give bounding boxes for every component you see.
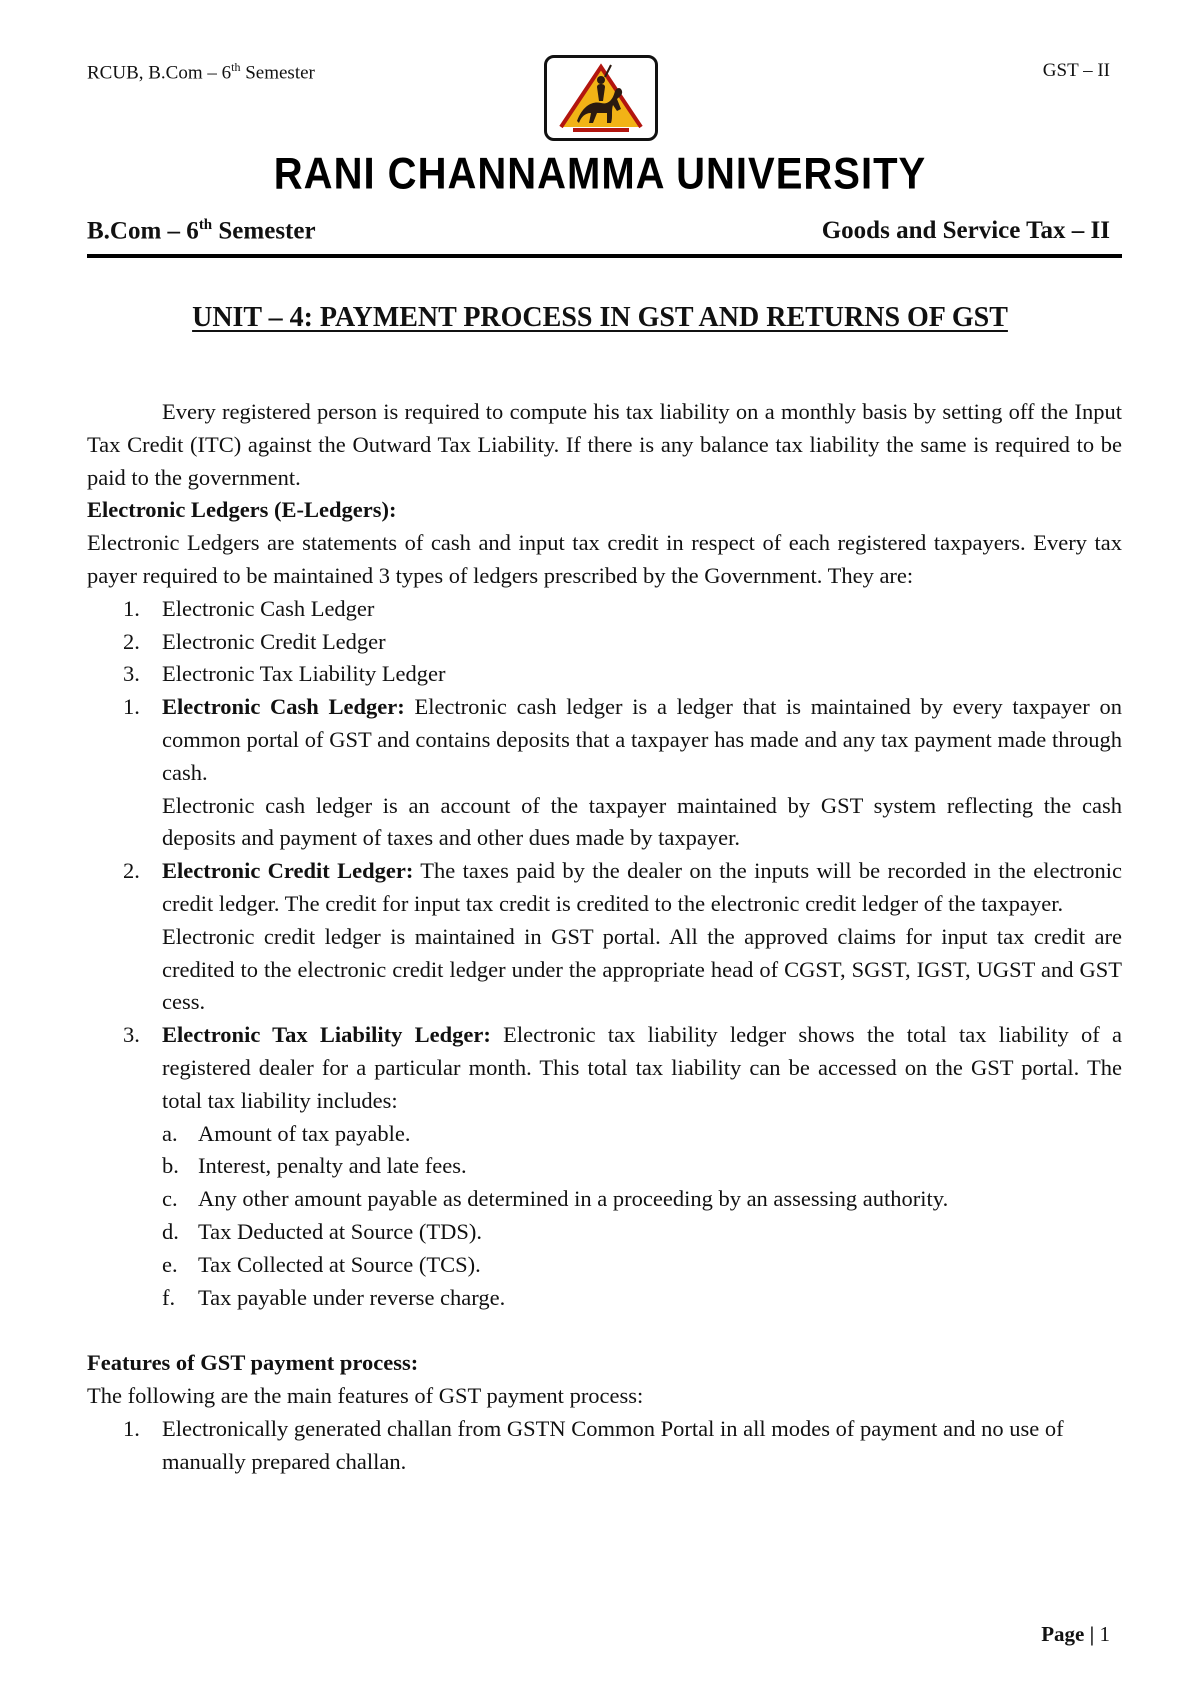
unit-title: UNIT – 4: PAYMENT PROCESS IN GST AND RETURNS OF GST xyxy=(192,302,1008,333)
university-logo xyxy=(544,55,658,141)
eledger-heading: Electronic Ledgers (E-Ledgers): xyxy=(87,497,397,523)
cash-ledger-item: 1. Electronic Cash Ledger: Electronic cash ledger is a ledger that is maintained by every taxpayer on common portal of GST and contains deposits that a taxpayer has made and any tax payment made through cash. Electronic cash ledger is an account of the taxpayer maintained by GST system reflecting the cash deposits and payment of taxes and other dues made by taxpayer. xyxy=(87,691,1122,855)
credit-ledger-extra: Electronic credit ledger is maintained in GST portal. All the approved claims for input tax credit are credited to the electronic credit ledger under the appropriate head of CGST, SGST, IGST, UGST and GST cess. xyxy=(162,923,1122,1015)
list-item: f. Tax payable under reverse charge. xyxy=(162,1284,506,1310)
header-divider xyxy=(87,254,1122,258)
ledger-details-list xyxy=(87,691,1122,1314)
page-footer: Page | 1 xyxy=(1041,1622,1110,1646)
university-name: RANI CHANNAMMA UNIVERSITY xyxy=(273,149,927,199)
features-heading: Features of GST payment process: xyxy=(87,1350,419,1376)
list-item: 3. Electronic Tax Liability Ledger xyxy=(123,661,446,687)
list-item: a. Amount of tax payable. xyxy=(162,1120,411,1146)
list-item: c. Any other amount payable as determined in a proceeding by an assessing authority. xyxy=(162,1186,949,1212)
list-item: d. Tax Deducted at Source (TDS). xyxy=(162,1218,482,1244)
eledger-paragraph: Electronic Ledgers are statements of cash and input tax credit in respect of each registered taxpayers. Every tax payer required to be maintained 3 types of ledgers prescribed by the Government. They are: xyxy=(87,530,1122,588)
course-subject: Goods and Service Tax – II xyxy=(821,217,1110,244)
list-item: 1. Electronically generated challan from GSTN Common Portal in all modes of payment and no use of manually prepared challan. xyxy=(123,1415,1064,1474)
features-list xyxy=(87,1413,1122,1479)
spacer xyxy=(87,1314,1122,1347)
course-semester: B.Com – 6th Semester xyxy=(87,217,316,245)
list-item: e. Tax Collected at Source (TCS). xyxy=(162,1251,481,1277)
list-item: 1. Electronic Cash Ledger xyxy=(123,595,375,621)
intro-paragraph: Every registered person is required to compute his tax liability on a monthly basis by setting off the Input Tax Credit (ITC) against the Outward Tax Liability. If there is any balance tax liability the same is required to be paid to the government. xyxy=(87,399,1122,490)
document-body xyxy=(87,396,1122,1479)
running-header-left: RCUB, B.Com – 6th Semester xyxy=(87,60,315,84)
running-header-right: GST – II xyxy=(1042,60,1110,81)
liability-ledger-item: 3. Electronic Tax Liability Ledger: Electronic tax liability ledger shows the total tax liability of a registered dealer for a particular month. This total tax liability can be accessed on the GST portal. The total tax liability includes: a. Amount of tax payable. b. Interest, penalty and late fees. c. Any other amount payable as determined in a proceeding by an assessing authority. d. Tax Deducted at Source (TDS). e. Tax Collected at Source (TCS). f. Tax payable under reverse charge. xyxy=(87,1019,1122,1314)
credit-ledger-item: 2. Electronic Credit Ledger: The taxes paid by the dealer on the inputs will be recorded in the electronic credit ledger. The credit for input tax credit is credited to the electronic credit ledger of the taxpayer. Electronic credit ledger is maintained in GST portal. All the approved claims for input tax credit are credited to the electronic credit ledger under the appropriate head of CGST, SGST, IGST, UGST and GST cess. xyxy=(87,855,1122,1019)
liability-includes-list xyxy=(162,1118,1122,1315)
ledger-types-list xyxy=(87,593,1122,691)
list-item: b. Interest, penalty and late fees. xyxy=(162,1153,467,1179)
list-item: 2. Electronic Credit Ledger xyxy=(123,628,386,654)
features-intro: The following are the main features of GST payment process: xyxy=(87,1383,644,1409)
cash-ledger-extra: Electronic cash ledger is an account of the taxpayer maintained by GST system reflecting the cash deposits and payment of taxes and other dues made by taxpayer. xyxy=(162,792,1122,851)
university-seal-icon xyxy=(553,61,649,135)
